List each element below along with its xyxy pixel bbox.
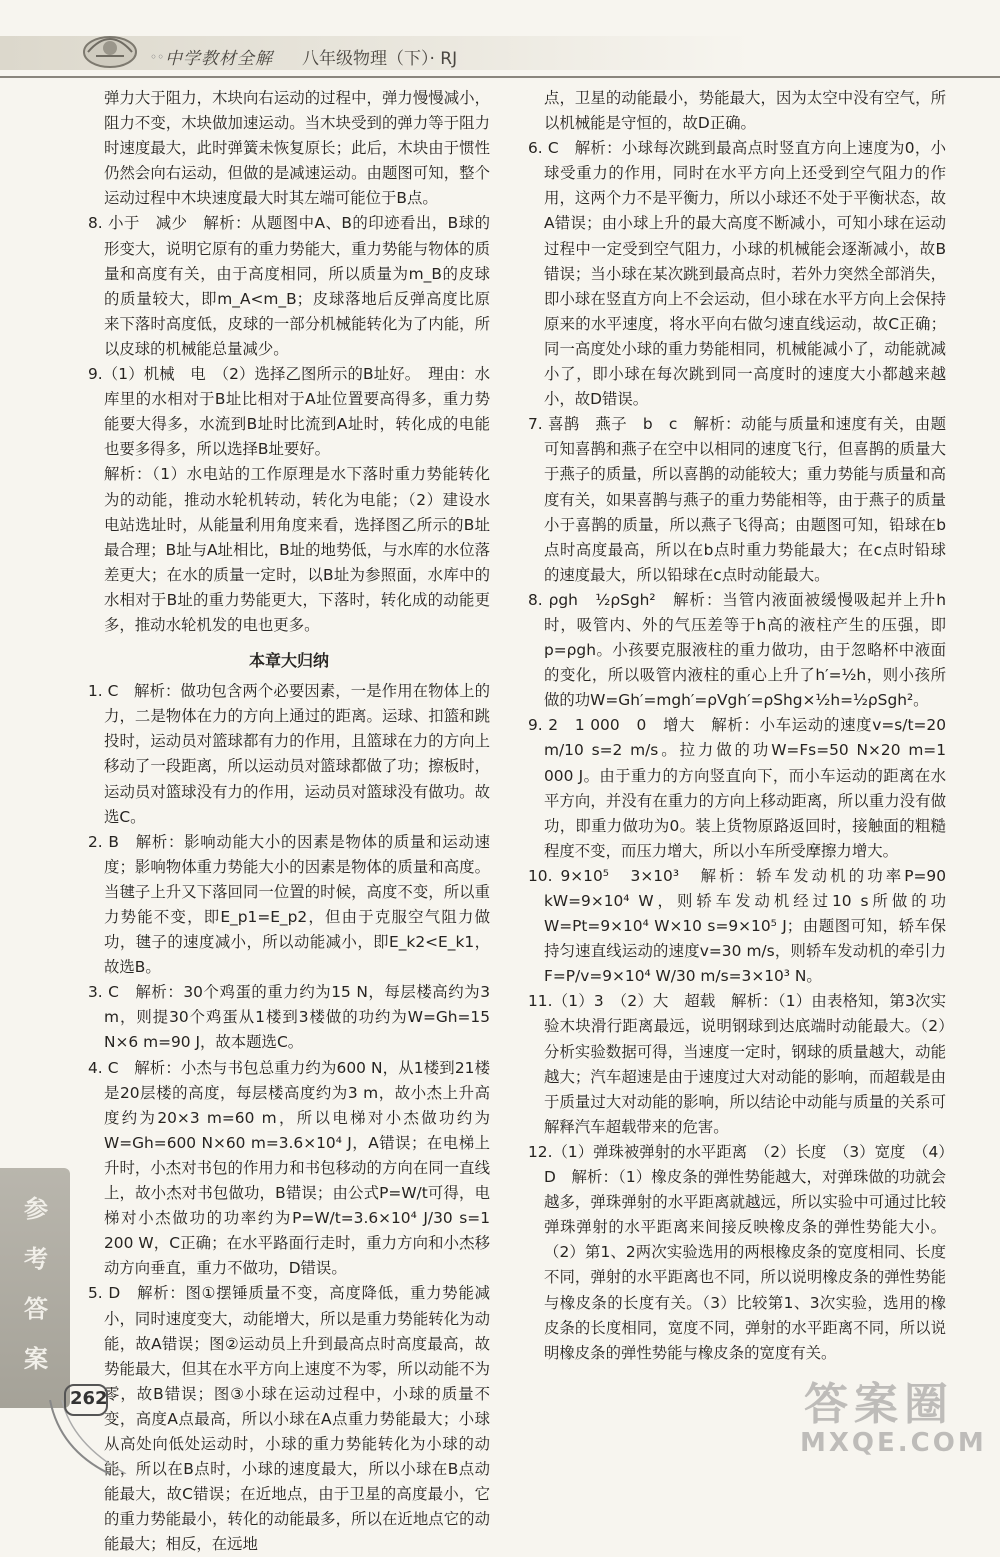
answer-paragraph: 11.（1）3 （2）大 超载 解析：（1）由表格知，第3次实验木块滑行距离最远，说明钢球到达底端时动能最大。（2）分析实验数据可得，当速度一定时，钢球的质量越大，动能越大；汽车超速是由于速度过大对动能的影响，而超载是由于质量过大对动能的影响，所以结论中动能与质量的关系可解释汽车超载带来的危害。 <box>528 992 946 1136</box>
header-dots: ◦◦ <box>150 50 165 64</box>
answer-paragraph: 7. 喜鹊 燕子 b c 解析：动能与质量和速度有关，由题可知喜鹊和燕子在空中以相同的速度飞行，但喜鹊的质量大于燕子的质量，所以喜鹊的动能较大；重力势能与质量和高度有关，如果喜鹊与燕子的重力势能相等，由于燕子的质量小于喜鹊的质量，所以燕子飞得高；由题图可知，铅球在b点时高度最高，所以在b点时重力势能最大；在c点时铅球的速度最大，所以铅球在c点时动能最大。 <box>528 415 946 584</box>
header-rule <box>0 76 1000 78</box>
answer-paragraph: 9. 2 1 000 0 增大 解析：小车运动的速度v=s/t=20 m/10 s=2 m/s。拉力做的功W=Fs=50 N×20 m=1 000 J。由于重力的方向竖直向下，而小车运动的距离在水平方向，并没有在重力的方向上移动距离，所以重力没有做功，即重力做功为0。装上货物原路返回时，接触面的粗糙程度不变，而压力增大，所以小车所受摩擦力增大。 <box>528 716 946 860</box>
page-number: 262 <box>70 1388 108 1409</box>
answer-paragraph: 解析：（1）水电站的工作原理是水下落时重力势能转化为的动能，推动水轮机转动，转化为电能；（2）建设水电站选址时，从能量利用角度来看，选择图乙所示的B址最合理；B址与A址相比，B址的地势低，与水库的水位落差更大；在水的质量一定时，以B址为参照面，水库中的水相对于B址的重力势能更大，下落时，转化成的动能更多，推动水轮机发的电也更多。 <box>104 465 490 634</box>
answer-paragraph: 弹力大于阻力，木块向右运动的过程中，弹力慢慢减小，阻力不变，木块做加速运动。当木块受到的弹力等于阻力时速度最大，此时弹簧未恢复原长；此后，木块由于惯性仍然会向右运动，但做的是减速运动。由题图可知，整个运动过程中木块速度最大时其左端可能位于B点。 <box>104 89 490 208</box>
answer-paragraph: 8. ρgh ½ρSgh² 解析：当管内液面被缓慢吸起并上升h时，吸管内、外的气压差等于h高的液柱产生的压强，即p=ρgh。小孩要克服液柱的重力做功，由于忽略杯中液面的变化，所以吸管内液柱的重心上升了h′=½h，则小孩所做的功W=Gh′=mgh′=ρVgh′=ρShg×½h=½ρSgh²。 <box>528 590 946 710</box>
answer-paragraph: 10. 9×10⁵ 3×10³ 解析：轿车发动机的功率P=90 kW=9×10⁴ W，则轿车发动机经过10 s所做的功W=Pt=9×10⁴ W×10 s=9×10⁵ J；由题图可知，轿车保持匀速直线运动的速度v=30 m/s，则轿车发动机的牵引力F=P/v=9×10⁴ W/30 m/s=3×10³ N。 <box>528 866 946 986</box>
book-subtitle: 八年级物理（下）· RJ <box>302 49 458 69</box>
page-header <box>0 0 1000 84</box>
book-title: 中学教材全解 <box>165 49 273 69</box>
answer-paragraph: 6. C 解析：小球每次跳到最高点时竖直方向上速度为0，小球受重力的作用，同时在水平方向上还受到空气阻力的作用，这两个力不是平衡力，所以小球还不处于平衡状态，故A错误；由小球上升的最大高度不断减小，可知小球在运动过程中一定受到空气阻力，小球的机械能会逐渐减小，故B错误；当小球在某次跳到最高点时，若外力突然全部消失，即小球在竖直方向上不会运动，但小球在水平方向上会保持原来的水平速度，将水平向右做匀速直线运动，故C正确；同一高度处小球的重力势能相同，机械能减小了，动能就减小了，即小球在每次跳到同一高度时的速度大小都越来越小，故D错误。 <box>528 139 946 409</box>
watermark-url: MXQE.COM <box>800 1428 987 1458</box>
answer-paragraph: 5. D 解析：图①摆锤质量不变，高度降低，重力势能减小，同时速度变大，动能增大，所以是重力势能转化为动能，故A错误；图②运动员上升到最高点时高度最高，故势能最大，但其在水平方向上速度不为零，所以动能不为零，故B错误；图③小球在运动过程中，小球的质量不变，高度A点最高，所以小球在A点重力势能最大；小球从高处向低处运动时，小球的重力势能转化为小球的动能，所以在B点时，小球的速度最大，所以小球在B点动能最大，故C错误；在近地点，由于卫星的高度最小，它的重力势能最小，转化的动能最多，所以在近地点它的动能最大；相反，在远地 <box>88 1284 490 1554</box>
answer-paragraph: 8. 小于 减少 解析：从题图中A、B的印迹看出，B球的形变大，说明它原有的重力势能大，重力势能与物体的质量和高度有关，由于高度相同，所以质量为m_B的皮球的质量较大，即m_A<m_B；皮球落地后反弹高度比原来下落时高度低，皮球的一部分机械能转化为了内能，所以皮球的机械能总量减少。 <box>88 214 490 358</box>
answer-paragraph: 12.（1）弹珠被弹射的水平距离 （2）长度 （3）宽度 （4）D 解析：（1）橡皮条的弹性势能越大，对弹珠做的功就会越多，弹珠弹射的水平距离就越远，所以实验中可通过比较弹珠弹射的水平距离来间接反映橡皮条的弹性势能大小。（2）第1、2两次实验选用的两根橡皮条的宽度相同、长度不同，弹射的水平距离也不同，所以说明橡皮条的弹性势能与橡皮条的长度有关。（3）比较第1、3次实验，选用的橡皮条的长度相同，宽度不同，弹射的水平距离不同，所以说明橡皮条的弹性势能与橡皮条的宽度有关。 <box>528 1142 946 1362</box>
book-emblem-icon <box>78 26 142 72</box>
answer-paragraph: 点，卫星的动能最小，势能最大，因为太空中没有空气，所以机械能是守恒的，故D正确。 <box>544 89 946 133</box>
answer-paragraph: 3. C 解析：30个鸡蛋的重力约为15 N，每层楼高约为3 m，则提30个鸡蛋从1楼到3楼做的功约为W=Gh=15 N×6 m=90 J，故本题选C。 <box>88 983 490 1052</box>
answer-paragraph: 9.（1）机械 电 （2）选择乙图所示的B址好。 理由：水库里的水相对于B址比相对于A址位置要高得多，重力势能要大得多，水流到B址时比流到A址时，转化成的电能也要多得多，所以选择B址要好。 <box>88 365 490 459</box>
right-column <box>528 86 946 1366</box>
sidebar-label: 参考答案 <box>24 1195 48 1373</box>
section-title: 本章大归纳 <box>248 651 329 671</box>
watermark-text: 答案圈 <box>804 1379 954 1430</box>
left-column <box>88 86 490 1557</box>
answer-paragraph: 4. C 解析：小杰与书包总重力约为600 N，从1楼到21楼是20层楼的高度，每层楼高度约为3 m，故小杰上升高度约为20×3 m=60 m，所以电梯对小杰做功约为W=Gh=600 N×60 m=3.6×10⁴ J，A错误；在电梯上升时，小杰对书包的作用力和书包移动的方向在同一直线上，故小杰对书包做功，B错误；由公式P=W/t可得，电梯对小杰做功的功率约为P=W/t=3.6×10⁴ J/30 s=1 200 W，C正确；在水平路面行走时，重力方向和小杰移动方向垂直，重力不做功，D错误。 <box>88 1058 490 1278</box>
answer-paragraph: 1. C 解析：做功包含两个必要因素，一是作用在物体上的力，二是物体在力的方向上通过的距离。运球、扣篮和跳投时，运动员对篮球都有力的作用，且篮球在力的方向上移动了一段距离，所以运动员对篮球都做了功；擦板时，运动员对篮球没有力的作用，运动员对篮球没有做功。故选C。 <box>88 682 490 826</box>
answer-paragraph: 2. B 解析：影响动能大小的因素是物体的质量和运动速度；影响物体重力势能大小的因素是物体的质量和高度。当毽子上升又下落回同一位置的时候，高度不变，所以重力势能不变，即E_p1=E_p2，但由于克服空气阻力做功，毽子的速度减小，所以动能减小，即E_k2<E_k1，故选B。 <box>88 832 490 977</box>
sidebar-tab <box>0 1168 70 1408</box>
watermark <box>778 1356 988 1466</box>
